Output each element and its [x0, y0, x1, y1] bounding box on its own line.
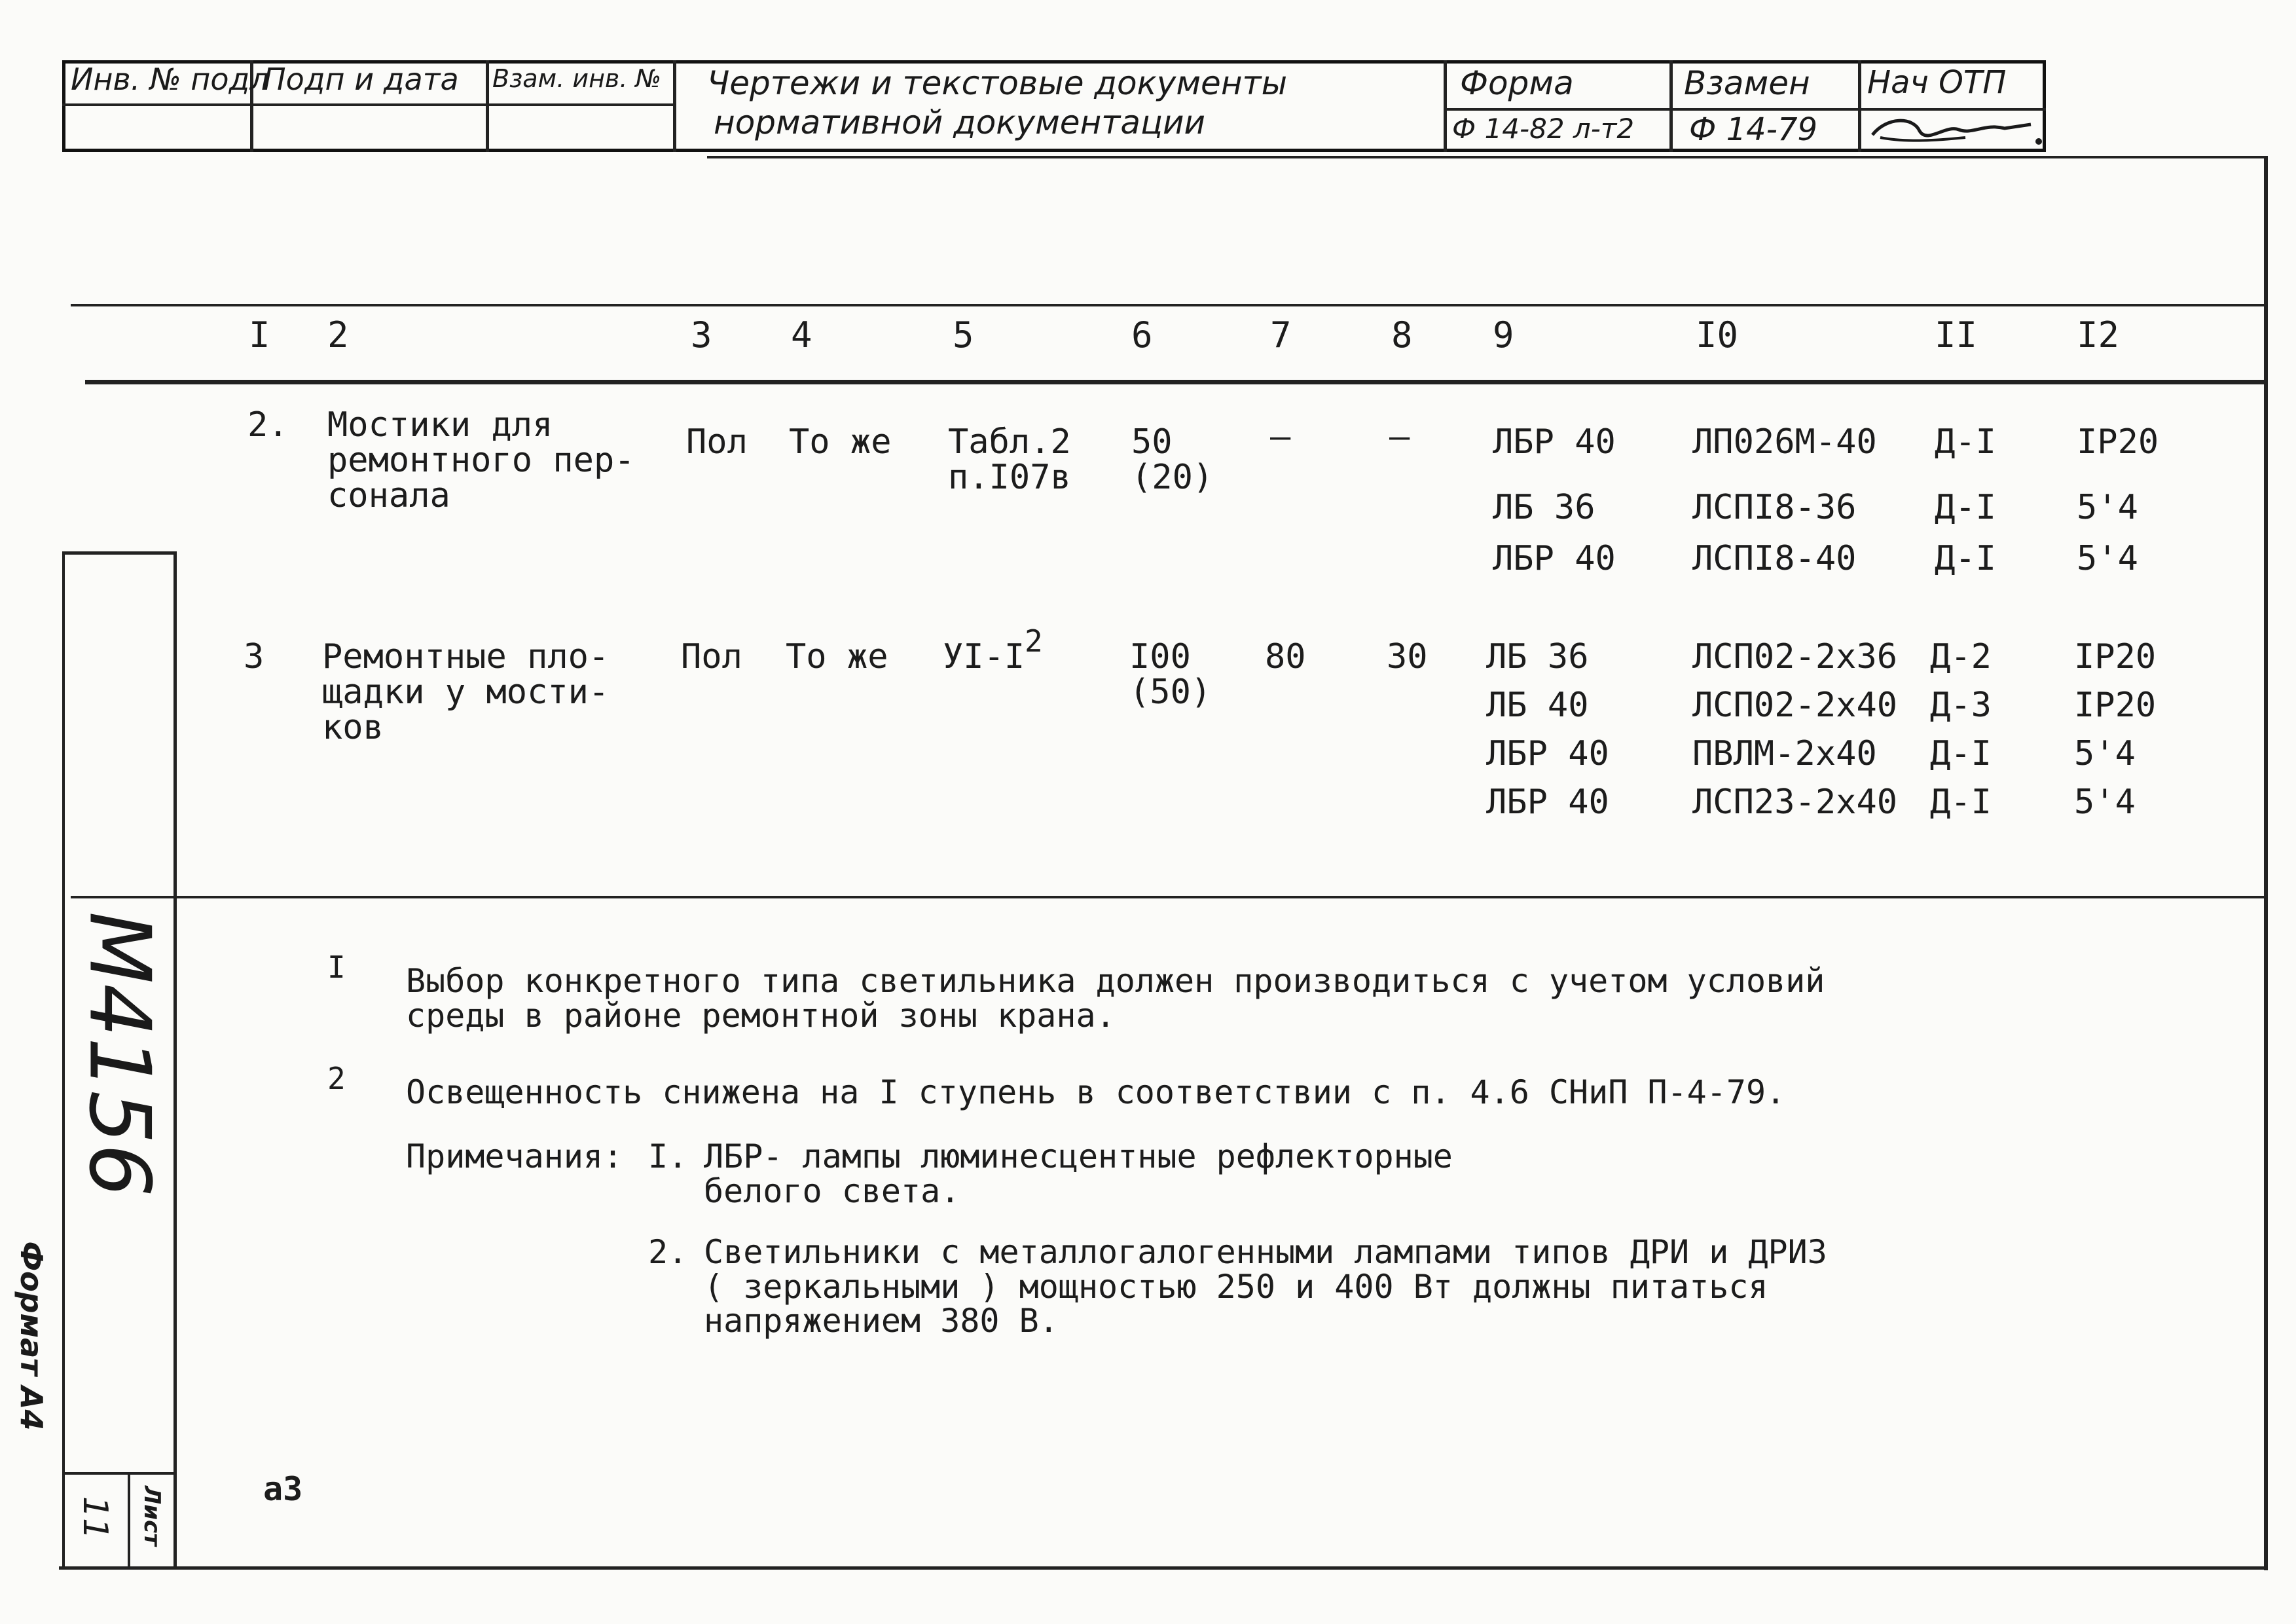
row-3-same: То же — [786, 637, 888, 676]
row-2-class-1: Д-I — [1935, 422, 1996, 462]
table-header-bottom-rule — [85, 380, 2265, 384]
title-block-divider — [1669, 60, 1673, 152]
row-3-class-1: Д-2 — [1930, 637, 1992, 676]
note-2-number: 2. — [648, 1233, 688, 1271]
row-2-illuminance: 50 (20) — [1131, 422, 1214, 498]
row-3-lamp-4: ЛБР 40 — [1486, 783, 1609, 822]
note-1-text: ЛБР- лампы люминесцентные рефлекторные белого света. — [704, 1137, 1453, 1210]
row-3-col8: 30 — [1387, 637, 1428, 676]
row-3-fixture-3: ПВЛМ-2х40 — [1692, 734, 1877, 773]
col-header-7: 7 — [1270, 314, 1292, 356]
row-2-col7: – — [1270, 417, 1291, 456]
row-2-ip-2: 5'4 — [2077, 488, 2138, 527]
inv-podl-label: Инв. № подл — [71, 62, 269, 97]
row-3-surface: Пол — [681, 637, 742, 676]
row-3-fixture-4: ЛСП23-2х40 — [1692, 783, 1898, 822]
col-header-10: I0 — [1696, 314, 1739, 356]
col-header-1: I — [249, 314, 270, 356]
row-2-same: То же — [789, 422, 892, 462]
row-3-fixture-1: ЛСП02-2х36 — [1692, 637, 1898, 676]
row-3-fixture-2: ЛСП02-2х40 — [1692, 686, 1898, 725]
row-3-name: Ремонтные пло- щадки у мости- ков — [322, 637, 610, 748]
footnote-2-text: Освещенность снижена на I ступень в соответствии с п. 4.6 СНиП П-4-79. — [406, 1073, 1786, 1111]
title-block-divider — [486, 60, 489, 152]
margin-box-left — [62, 551, 65, 1570]
frame-right-border — [2264, 156, 2268, 1570]
footnote-1-text: Выбор конкретного типа светильника должен производиться с учетом условий среды в районе ремонтной зоны крана. — [406, 962, 1825, 1035]
row-2-class-3: Д-I — [1935, 539, 1996, 578]
margin-box-top — [62, 551, 177, 555]
doc-title-line-1: Чертежи и текстовые документы — [707, 64, 1288, 102]
row-2-ip-1: IP20 — [2077, 422, 2159, 462]
row-2-col8: – — [1389, 417, 1410, 456]
title-block-divider — [62, 103, 674, 106]
margin-box-right — [173, 551, 177, 1570]
col-header-3: 3 — [691, 314, 712, 356]
title-block-divider — [1444, 108, 2046, 111]
forma-value: Ф 14-82 л-т2 — [1452, 113, 1635, 145]
row-3-illuminance: I00 (50) — [1129, 637, 1212, 712]
row-3-reference-footnote: 2 — [1025, 623, 1043, 659]
row-3-reference: УI-I — [943, 637, 1025, 676]
row-2-ip-3: 5'4 — [2077, 539, 2138, 578]
page-code: а3 — [263, 1470, 303, 1508]
row-3-lamp-1: ЛБ 36 — [1486, 637, 1589, 676]
col-header-9: 9 — [1493, 314, 1514, 356]
row-2-lamp-1: ЛБР 40 — [1493, 422, 1616, 462]
col-header-8: 8 — [1391, 314, 1413, 356]
row-3-class-4: Д-I — [1930, 783, 1992, 822]
sheet-box-divider — [128, 1472, 130, 1567]
sheet-number: 11 — [75, 1496, 115, 1540]
forma-label: Форма — [1460, 64, 1574, 102]
col-header-5: 5 — [953, 314, 974, 356]
row-3-col7: 80 — [1265, 637, 1306, 676]
row-3-class-2: Д-3 — [1930, 686, 1992, 725]
sheet-label: Лист — [139, 1486, 165, 1546]
col-header-4: 4 — [791, 314, 812, 356]
title-block-divider — [1858, 60, 1861, 152]
row-2-surface: Пол — [686, 422, 748, 462]
row-2-number: 2. — [247, 405, 289, 445]
row-2-lamp-2: ЛБ 36 — [1493, 488, 1595, 527]
row-3-lamp-3: ЛБР 40 — [1486, 734, 1609, 773]
row-2-lamp-3: ЛБР 40 — [1493, 539, 1616, 578]
signature-icon — [1867, 113, 2044, 149]
format-label: Формат А4 — [14, 1241, 49, 1431]
row-3-lamp-2: ЛБ 40 — [1486, 686, 1589, 725]
row-3-class-3: Д-I — [1930, 734, 1992, 773]
vzamen-value: Ф 14-79 — [1689, 111, 1818, 148]
frame-bottom-border — [59, 1566, 2265, 1570]
table-header-top-rule — [71, 304, 2265, 306]
row-2-name: Мостики для ремонтного пер- сонала — [327, 405, 635, 516]
podp-data-label: Подп и дата — [263, 62, 459, 97]
stamp-number: М4156 — [70, 911, 168, 1198]
footnote-2-mark: 2 — [327, 1061, 346, 1096]
row-3-ip-1: IP20 — [2074, 637, 2157, 676]
row-3-number: 3 — [244, 637, 264, 676]
title-block-divider — [673, 60, 676, 152]
row-2-reference: Табл.2 п.I07в — [948, 422, 1071, 498]
row-3-ip-4: 5'4 — [2074, 783, 2136, 822]
vzam-inv-label: Взам. инв. № — [492, 64, 662, 93]
row-2-fixture-1: ЛП026М-40 — [1692, 422, 1877, 462]
note-1-number: I. — [648, 1137, 688, 1175]
row-3-ip-3: 5'4 — [2074, 734, 2136, 773]
col-header-6: 6 — [1131, 314, 1153, 356]
doc-title-line-2: нормативной документации — [714, 103, 1206, 141]
row-2-fixture-3: ЛСПI8-40 — [1692, 539, 1857, 578]
nach-otp-label: Нач ОТП — [1867, 64, 2007, 101]
vzamen-label: Взамен — [1684, 64, 1810, 102]
notes-label: Примечания: — [406, 1137, 623, 1175]
title-block-divider — [1444, 60, 1447, 152]
footnote-1-mark: I — [327, 950, 346, 985]
col-header-11: II — [1935, 314, 1978, 356]
table-end-rule — [71, 896, 2265, 898]
row-2-fixture-2: ЛСПI8-36 — [1692, 488, 1857, 527]
col-header-2: 2 — [327, 314, 349, 356]
col-header-12: I2 — [2077, 314, 2120, 356]
note-2-text: Светильники с металлогалогенными лампами типов ДРИ и ДРИЗ ( зеркальными ) мощностью 250 и 400 Вт должны питаться напряжением 380 В. — [704, 1233, 1827, 1340]
frame-top-line — [707, 156, 2265, 158]
row-2-class-2: Д-I — [1935, 488, 1996, 527]
sheet-box-top — [62, 1472, 177, 1475]
row-3-ip-2: IP20 — [2074, 686, 2157, 725]
